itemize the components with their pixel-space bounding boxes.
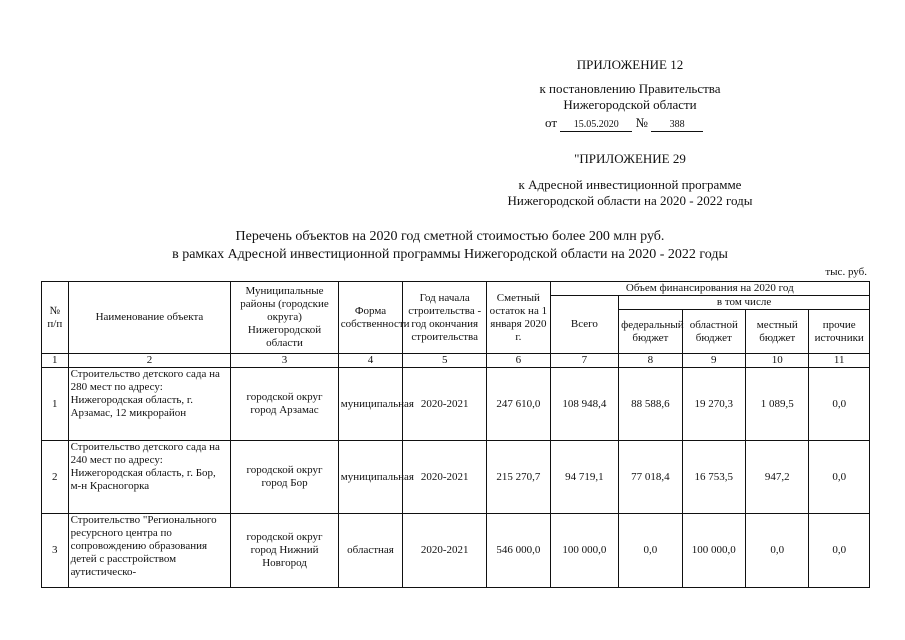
column-number: 7 bbox=[550, 354, 619, 368]
row-district: городской округ город Бор bbox=[231, 441, 338, 514]
resolution-date-number bbox=[545, 115, 703, 132]
row-regional: 19 270,3 bbox=[682, 368, 745, 441]
row-other: 0,0 bbox=[809, 368, 870, 441]
column-number: 9 bbox=[682, 354, 745, 368]
column-number: 11 bbox=[809, 354, 870, 368]
row-no: 3 bbox=[42, 514, 69, 588]
document-title-line2: в рамках Адресной инвестиционной программы Нижегородской области на 2020 - 2022 годы bbox=[172, 247, 728, 262]
appendix-title: ПРИЛОЖЕНИЕ 12 bbox=[576, 57, 684, 72]
column-number: 3 bbox=[231, 354, 338, 368]
appendix-29-title: "ПРИЛОЖЕНИЕ 29 bbox=[574, 151, 686, 166]
objects-table bbox=[41, 281, 870, 588]
column-number: 6 bbox=[487, 354, 550, 368]
row-local: 1 089,5 bbox=[746, 368, 809, 441]
from-label: от bbox=[545, 115, 558, 130]
header-including: в том числе bbox=[619, 296, 870, 310]
column-number: 10 bbox=[746, 354, 809, 368]
table-row bbox=[42, 368, 870, 441]
row-district: городской округ город Арзамас bbox=[231, 368, 338, 441]
row-district: городской округ город Нижний Новгород bbox=[231, 514, 338, 588]
row-regional: 100 000,0 bbox=[682, 514, 745, 588]
row-other: 0,0 bbox=[809, 514, 870, 588]
number-label: № bbox=[635, 115, 648, 130]
header-federal: федеральный бюджет bbox=[619, 310, 682, 354]
column-number: 4 bbox=[338, 354, 402, 368]
table-row bbox=[42, 514, 870, 588]
column-number: 5 bbox=[403, 354, 487, 368]
header-local: местный бюджет bbox=[746, 310, 809, 354]
row-balance: 546 000,0 bbox=[487, 514, 550, 588]
column-number: 1 bbox=[42, 354, 69, 368]
row-object-name: Строительство детского сада на 280 мест по адресу: Нижегородская область, г. Арзамас, 12 микрорайон bbox=[68, 368, 231, 441]
header-total: Всего bbox=[550, 296, 619, 354]
row-federal: 77 018,4 bbox=[619, 441, 682, 514]
row-federal: 0,0 bbox=[619, 514, 682, 588]
row-no: 2 bbox=[42, 441, 69, 514]
row-total: 94 719,1 bbox=[550, 441, 619, 514]
header-regional: областной бюджет bbox=[682, 310, 745, 354]
header-funding: Объем финансирования на 2020 год bbox=[550, 282, 869, 296]
row-ownership: областная bbox=[338, 514, 402, 588]
document-title-line1: Перечень объектов на 2020 год сметной стоимостью более 200 млн руб. bbox=[235, 229, 665, 244]
row-other: 0,0 bbox=[809, 441, 870, 514]
row-balance: 247 610,0 bbox=[487, 368, 550, 441]
header-no: № п/п bbox=[42, 282, 69, 354]
resolution-line: к постановлению Правительства bbox=[539, 81, 721, 96]
row-years: 2020-2021 bbox=[403, 368, 487, 441]
row-local: 0,0 bbox=[746, 514, 809, 588]
region-line: Нижегородской области bbox=[563, 97, 697, 112]
row-object-name: Строительство детского сада на 240 мест по адресу: Нижегородская область, г. Бор, м-н Красногорка bbox=[68, 441, 231, 514]
row-years: 2020-2021 bbox=[403, 441, 487, 514]
resolution-number: 388 bbox=[651, 119, 703, 132]
row-no: 1 bbox=[42, 368, 69, 441]
row-total: 100 000,0 bbox=[550, 514, 619, 588]
program-line: к Адресной инвестиционной программе bbox=[518, 177, 742, 192]
unit-label: тыс. руб. bbox=[825, 266, 867, 278]
column-number: 2 bbox=[68, 354, 231, 368]
resolution-date: 15.05.2020 bbox=[560, 119, 632, 132]
row-years: 2020-2021 bbox=[403, 514, 487, 588]
program-period-line: Нижегородской области на 2020 - 2022 годы bbox=[507, 193, 753, 208]
row-federal: 88 588,6 bbox=[619, 368, 682, 441]
column-number: 8 bbox=[619, 354, 682, 368]
table-row bbox=[42, 441, 870, 514]
row-ownership: муниципальная bbox=[338, 441, 402, 514]
header-balance: Сметный остаток на 1 января 2020 г. bbox=[487, 282, 550, 354]
row-local: 947,2 bbox=[746, 441, 809, 514]
row-total: 108 948,4 bbox=[550, 368, 619, 441]
row-object-name: Строительство "Регионального ресурсного центра по сопровождению образования детей с расстройством аутистическо- bbox=[68, 514, 231, 588]
header-district: Муниципальные районы (городские округа) Нижегородской области bbox=[231, 282, 338, 354]
header-other: прочие источники bbox=[809, 310, 870, 354]
row-regional: 16 753,5 bbox=[682, 441, 745, 514]
header-ownership: Форма собственности bbox=[338, 282, 402, 354]
row-ownership: муниципальная bbox=[338, 368, 402, 441]
header-years: Год начала строительства - год окончания строительства bbox=[403, 282, 487, 354]
header-name: Наименование объекта bbox=[68, 282, 231, 354]
row-balance: 215 270,7 bbox=[487, 441, 550, 514]
